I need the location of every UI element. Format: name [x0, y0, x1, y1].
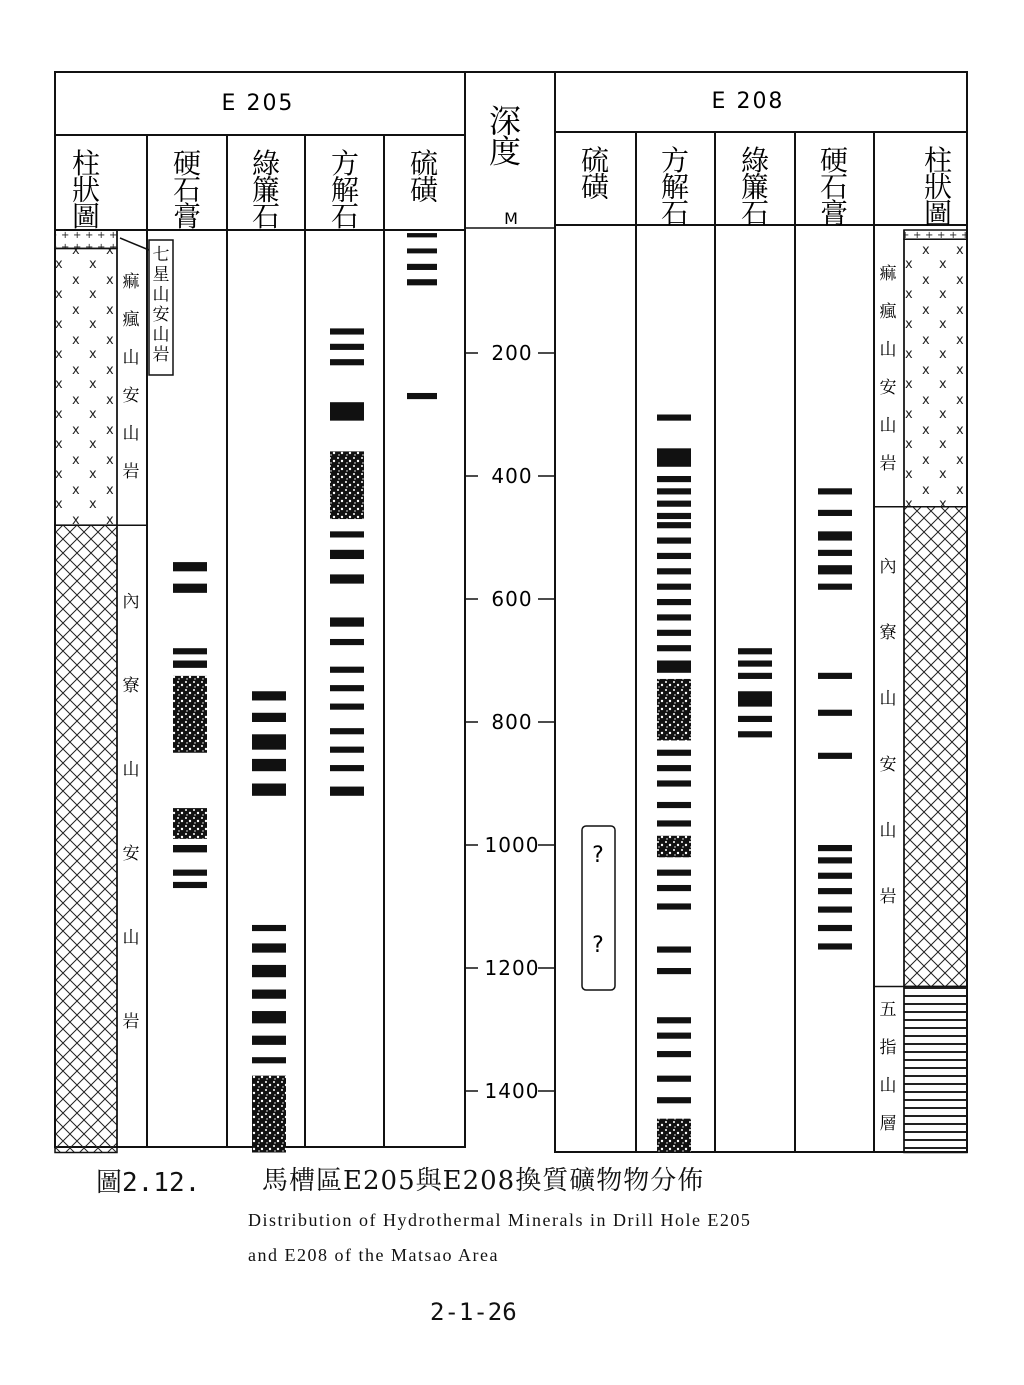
depth-tick-label: 600: [491, 587, 533, 611]
mineral-bar-e205-epidote: [252, 965, 286, 977]
mineral-bar-e205-calcite: [330, 747, 364, 753]
mineral-bar-e205-pyrite: [407, 279, 437, 285]
mineral-bar-e205-pyrite: [407, 264, 437, 270]
mineral-bar-e208-calcite: [657, 1033, 691, 1039]
e208-calcite-header: 方解石: [660, 144, 690, 231]
mineral-bar-e208-calcite: [657, 903, 691, 909]
mineral-bar-e205-calcite: [330, 728, 364, 734]
mineral-bar-e205-epidote: [252, 1036, 286, 1045]
qixing-label: 七星山安山岩: [152, 245, 170, 365]
depth-tick-label: 400: [491, 464, 533, 488]
mineral-bar-e208-calcite: [657, 679, 691, 741]
mineral-bar-e208-anhydrite: [818, 857, 852, 863]
mineral-bar-e208-calcite: [657, 802, 691, 808]
mineral-bar-e208-anhydrite: [818, 710, 852, 716]
e205-mafeng-label: 痲瘋山安山岩: [122, 272, 140, 482]
mineral-bar-e208-calcite: [657, 1119, 691, 1153]
e208-mafeng-label: 痲瘋山安山岩: [879, 264, 897, 474]
mineral-bar-e208-anhydrite: [818, 888, 852, 894]
mineral-bar-e208-calcite: [657, 946, 691, 952]
hole-e208-title: E 208: [711, 89, 785, 114]
mineral-bar-e205-epidote: [252, 1057, 286, 1063]
mineral-bar-e205-calcite: [330, 359, 364, 365]
mineral-bar-e208-anhydrite: [818, 531, 852, 540]
mineral-bar-e208-anhydrite: [818, 925, 852, 931]
mineral-bar-e205-calcite: [330, 685, 364, 691]
depth-title: 深度: [488, 102, 522, 171]
mineral-bar-e205-epidote: [252, 759, 286, 771]
e208-pyrite-header: 硫磺: [580, 144, 610, 204]
mineral-bar-e208-calcite: [657, 780, 691, 786]
lithology-unit: [55, 248, 117, 525]
depth-tick-label: 1000: [484, 833, 540, 857]
mineral-bar-e205-anhydrite: [173, 562, 207, 571]
mineral-bar-e205-epidote: [252, 1076, 286, 1153]
lithology-unit: [904, 507, 967, 987]
mineral-bar-e208-calcite: [657, 522, 691, 528]
mineral-bar-e208-anhydrite: [818, 673, 852, 679]
mineral-bar-e208-calcite: [657, 614, 691, 620]
mineral-bar-e208-calcite: [657, 415, 691, 421]
e205-neiliao-label: 內寮山安山岩: [122, 592, 140, 1032]
e205-pyrite-header: 硫磺: [409, 147, 439, 207]
mineral-bar-e208-calcite: [657, 885, 691, 891]
mineral-bar-e208-calcite: [657, 568, 691, 574]
qixing-label-pointer: [120, 238, 149, 250]
mineral-bar-e205-pyrite: [407, 393, 437, 399]
mineral-bar-e208-anhydrite: [818, 753, 852, 759]
mineral-bars: [173, 233, 852, 1152]
mineral-bar-e208-calcite: [657, 645, 691, 651]
lithology-unit: [904, 230, 967, 239]
e208-anhydrite-header: 硬石膏: [819, 144, 849, 231]
mineral-bar-e208-anhydrite: [818, 584, 852, 590]
mineral-bar-e208-epidote: [738, 691, 772, 706]
mineral-bar-e208-calcite: [657, 1051, 691, 1057]
unknown-mark-2: ?: [592, 933, 604, 958]
mineral-bar-e208-calcite: [657, 750, 691, 756]
mineral-bar-e208-calcite: [657, 1017, 691, 1023]
mineral-bar-e205-anhydrite: [173, 808, 207, 839]
mineral-bar-e208-calcite: [657, 476, 691, 482]
mineral-bar-e208-anhydrite: [818, 943, 852, 949]
unknown-mark-1: ?: [592, 843, 604, 868]
mineral-bar-e208-calcite: [657, 599, 691, 605]
mineral-bar-e208-calcite: [657, 630, 691, 636]
e205-log-header: 柱狀圖: [71, 147, 101, 234]
mineral-bar-e205-epidote: [252, 990, 286, 999]
mineral-bar-e205-anhydrite: [173, 870, 207, 876]
mineral-bar-e205-epidote: [252, 1011, 286, 1023]
mineral-bar-e208-anhydrite: [818, 845, 852, 851]
lithology-unit: [55, 525, 117, 1152]
mineral-bar-e205-pyrite: [407, 233, 437, 237]
depth-tick-label: 800: [491, 710, 533, 734]
mineral-bar-e205-calcite: [330, 531, 364, 537]
mineral-bar-e205-epidote: [252, 691, 286, 700]
mineral-bar-e208-epidote: [738, 661, 772, 667]
depth-tick-label: 200: [491, 341, 533, 365]
mineral-bar-e208-anhydrite: [818, 565, 852, 574]
mineral-bar-e208-anhydrite: [818, 488, 852, 494]
depth-ticks: [466, 341, 554, 1103]
figure-title-en-line1: Distribution of Hydrothermal Minerals in Drill Hole E205: [248, 1210, 752, 1230]
mineral-bar-e208-calcite: [657, 553, 691, 559]
mineral-bar-e205-anhydrite: [173, 882, 207, 888]
mineral-bar-e205-epidote: [252, 713, 286, 722]
mineral-bar-e208-calcite: [657, 968, 691, 974]
lithology-unit: [904, 986, 967, 1152]
mineral-bar-e205-calcite: [330, 765, 364, 771]
mineral-bar-e205-epidote: [252, 734, 286, 749]
lithology-unit: [904, 239, 967, 507]
mineral-bar-e208-anhydrite: [818, 907, 852, 913]
page-number: 2-1-26: [430, 1298, 517, 1326]
mineral-bar-e205-anhydrite: [173, 676, 207, 753]
mineral-bar-e208-calcite: [657, 448, 691, 466]
figure-title-zh: 馬槽區E205與E208換質礦物物分佈: [262, 1166, 705, 1196]
mineral-bar-e208-calcite: [657, 1097, 691, 1103]
mineral-bar-e208-epidote: [738, 673, 772, 679]
mineral-bar-e205-calcite: [330, 574, 364, 583]
e205-anhydrite-header: 硬石膏: [172, 147, 202, 234]
mineral-bar-e205-calcite: [330, 639, 364, 645]
mineral-bar-e208-calcite: [657, 836, 691, 858]
mineral-bar-e205-anhydrite: [173, 648, 207, 654]
mineral-bar-e208-epidote: [738, 648, 772, 654]
mineral-bar-e205-anhydrite: [173, 584, 207, 593]
mineral-bar-e208-calcite: [657, 538, 691, 544]
e205-calcite-header: 方解石: [330, 147, 360, 234]
mineral-bar-e205-anhydrite: [173, 845, 207, 852]
mineral-bar-e205-epidote: [252, 943, 286, 952]
mineral-bar-e205-calcite: [330, 344, 364, 350]
mineral-bar-e205-calcite: [330, 617, 364, 626]
depth-tick-label: 1400: [484, 1079, 540, 1103]
mineral-bar-e205-calcite: [330, 451, 364, 519]
mineral-bar-e205-calcite: [330, 704, 364, 710]
mineral-bar-e208-anhydrite: [818, 873, 852, 879]
mineral-bar-e205-epidote: [252, 925, 286, 931]
e208-log-header: 柱狀圖: [923, 144, 953, 231]
mineral-bar-e205-epidote: [252, 784, 286, 796]
mineral-bar-e208-epidote: [738, 731, 772, 737]
figure-title-en-line2: and E208 of the Matsao Area: [248, 1245, 499, 1265]
e208-epidote-header: 綠簾石: [740, 144, 770, 231]
depth-unit: M: [504, 209, 518, 228]
mineral-bar-e205-calcite: [330, 328, 364, 334]
depth-tick-label: 1200: [484, 956, 540, 980]
mineral-bar-e208-anhydrite: [818, 550, 852, 556]
mineral-bar-e208-calcite: [657, 584, 691, 590]
diagram-frame: [55, 72, 967, 1152]
mineral-bar-e205-calcite: [330, 550, 364, 559]
mineral-bar-e205-anhydrite: [173, 661, 207, 668]
mineral-bar-e208-calcite: [657, 820, 691, 826]
e208-neiliao-label: 內寮山安山岩: [879, 557, 897, 907]
e205-epidote-header: 綠簾石: [251, 147, 281, 234]
mineral-bar-e205-calcite: [330, 402, 364, 420]
mineral-bar-e208-anhydrite: [818, 510, 852, 516]
mineral-bar-e208-calcite: [657, 661, 691, 673]
mineral-bar-e208-calcite: [657, 870, 691, 876]
e208-wuzhi-label: 五指山層: [879, 1000, 897, 1134]
mineral-bar-e208-calcite: [657, 513, 691, 519]
mineral-bar-e208-calcite: [657, 488, 691, 494]
mineral-bar-e208-epidote: [738, 716, 772, 722]
hole-e205-title: E 205: [221, 91, 295, 116]
mineral-bar-e208-calcite: [657, 765, 691, 771]
mineral-bar-e205-calcite: [330, 787, 364, 796]
mineral-bar-e208-calcite: [657, 1076, 691, 1082]
figure-number: 圖2.12.: [96, 1168, 201, 1198]
mineral-bar-e208-calcite: [657, 501, 691, 507]
mineral-bar-e205-pyrite: [407, 248, 437, 253]
mineral-bar-e205-calcite: [330, 667, 364, 673]
